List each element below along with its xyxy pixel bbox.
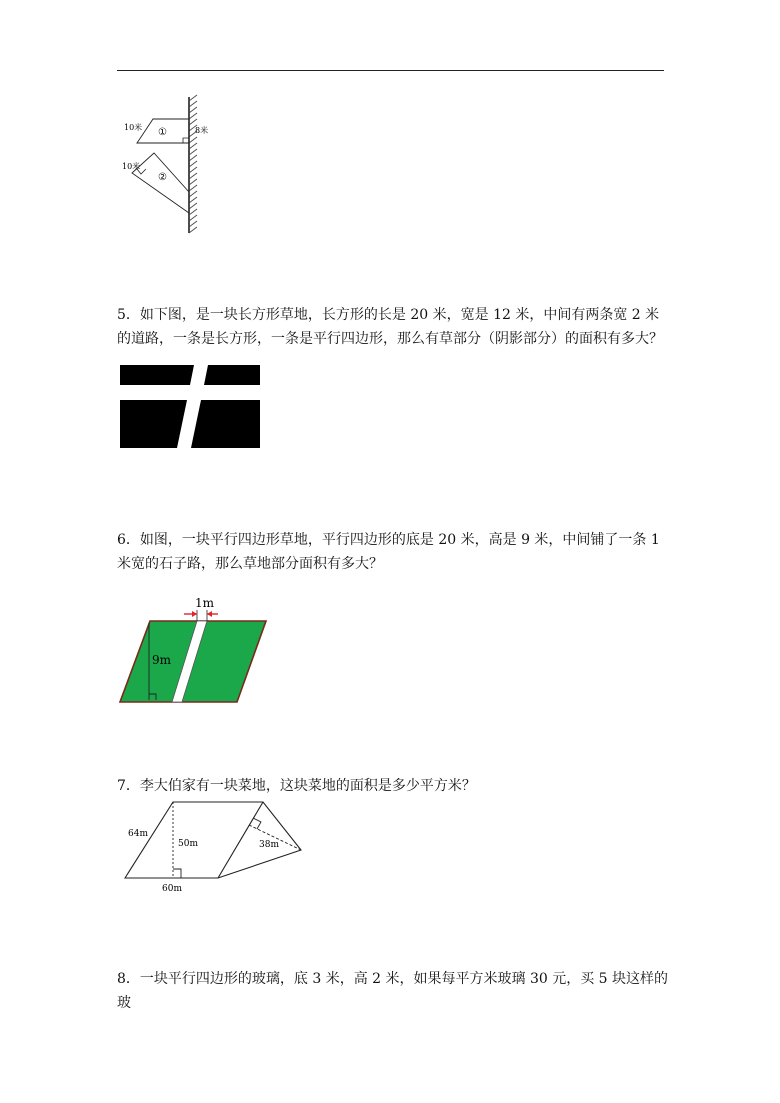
header-rule [117,70,664,71]
label-8m: 8米 [195,126,209,135]
circle-label-2: ② [158,172,167,183]
width-label-1m: 1m [195,596,215,610]
question-5-text: 5．如下图，是一块长方形草地，长方形的长是 20 米，宽是 12 米，中间有两条宽 2 米的道路，一条是长方形，一条是平行四边形，那么有草部分（阴影部分）的面积有多大？ [117,307,663,347]
right-angle-mark [183,138,189,143]
diagonal [218,802,263,878]
label-50m: 50m [178,839,198,849]
label-10m-top: 10米 [124,123,143,132]
height-label-9m: 9m [152,653,172,667]
wall [189,95,197,233]
question-7-text: 7．李大伯家有一块菜地，这块菜地的面积是多少平方米？ [117,778,476,794]
label-10m-bottom: 10米 [122,162,141,171]
shape-2-parallelogram [132,153,189,213]
shaded-region [204,365,260,385]
question-6-text: 6．如图，一块平行四边形草地，平行四边形的底是 20 米，高是 9 米，中间铺了一条 1 米宽的石子路，那么草地部分面积有多大？ [117,532,660,572]
figure-parallelogram-lawn [118,592,270,704]
circle-label-1: ① [158,127,167,138]
arrow-head [192,611,197,617]
figure-rectangle-roads [120,365,260,448]
arrow-head [207,611,212,617]
figure-vegetable-field [118,797,308,897]
label-64m: 64m [128,829,148,839]
shaded-region [120,365,194,385]
label-60m: 60m [162,884,182,894]
shaded-region [120,400,187,448]
question-8-text: 8．一块平行四边形的玻璃，底 3 米，高 2 米，如果每平方米玻璃 30 元，买 5 块这样的玻 [117,971,669,1011]
right-angle-mark [173,869,181,878]
figure-wall-shapes [118,95,218,237]
shaded-region [191,400,260,448]
label-38m: 38m [259,840,279,850]
